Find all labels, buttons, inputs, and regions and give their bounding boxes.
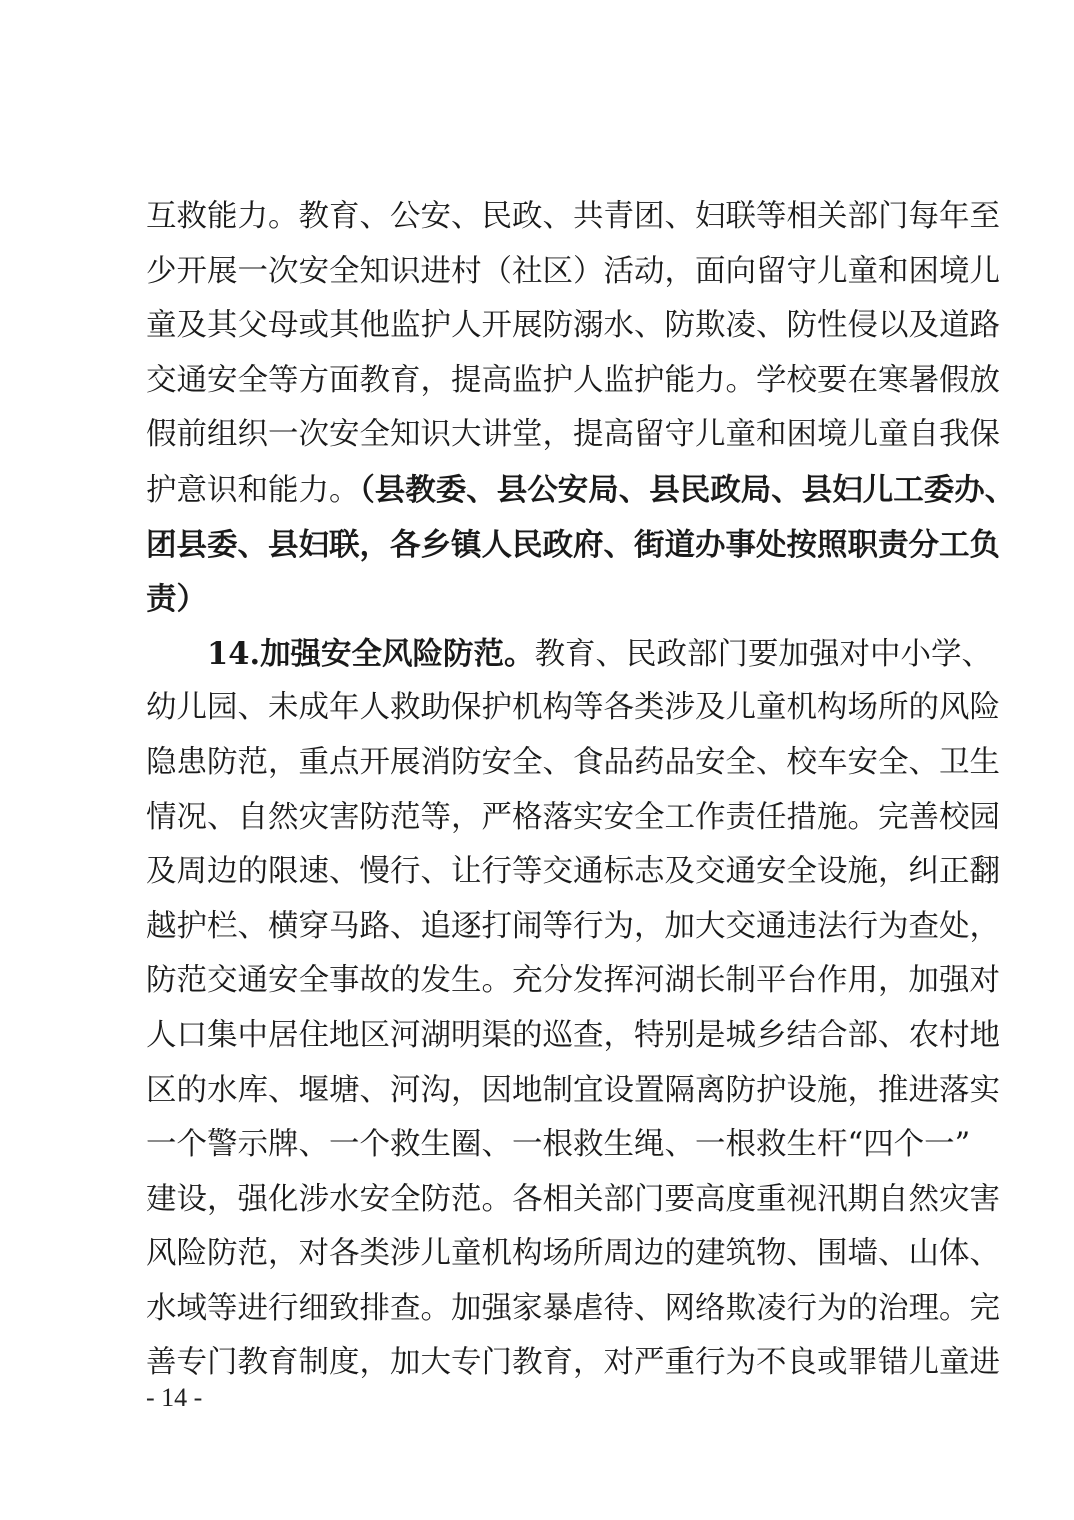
text-line: 善专门教育制度，加大专门教育，对严重行为不良或罪错儿童进 bbox=[146, 1345, 1000, 1381]
text-line: 童及其父母或其他监护人开展防溺水、防欺凌、防性侵以及道路 bbox=[146, 308, 1000, 344]
text-line: 建设，强化涉水安全防范。各相关部门要高度重视汛期自然灾害 bbox=[146, 1181, 1000, 1217]
text-line: 一个警示牌、一个救生圈、一根救生绳、一根救生杆“四个一” bbox=[146, 1127, 971, 1163]
responsible-units: 责） bbox=[146, 581, 207, 618]
text-line: 幼儿园、未成年人救助保护机构等各类涉及儿童机构场所的风险 bbox=[146, 690, 1000, 726]
text-line: 隐患防范，重点开展消防安全、食品药品安全、校车安全、卫生 bbox=[146, 744, 1000, 780]
text-line: 交通安全等方面教育，提高监护人监护能力。学校要在寒暑假放 bbox=[146, 362, 1000, 398]
text-line: 越护栏、横穿马路、追逐打闹等行为，加大交通违法行为查处， bbox=[146, 908, 1000, 944]
text-line bbox=[146, 463, 1016, 518]
body-text bbox=[146, 190, 1016, 1391]
text-run: 护意识和能力。 bbox=[146, 472, 360, 508]
text-run: 教育、民政部门要加强对中小学、 bbox=[534, 636, 993, 672]
section-heading-line bbox=[146, 627, 993, 682]
section-number: 14. bbox=[207, 635, 261, 672]
text-line: 水域等进行细致排查。加强家暴虐待、网络欺凌行为的治理。完 bbox=[146, 1290, 1000, 1326]
text-line: 风险防范，对各类涉儿童机构场所周边的建筑物、围墙、山体、 bbox=[146, 1236, 1000, 1272]
text-line: 少开展一次安全知识进村（社区）活动，面向留守儿童和困境儿 bbox=[146, 253, 1000, 289]
text-line: 防范交通安全事故的发生。充分发挥河湖长制平台作用，加强对 bbox=[146, 963, 1000, 999]
page-number: - 14 - bbox=[146, 1383, 203, 1412]
text-line: 人口集中居住地区河湖明渠的巡查，特别是城乡结合部、农村地 bbox=[146, 1017, 1000, 1053]
text-line: 区的水库、堰塘、河沟，因地制宜设置隔离防护设施，推进落实 bbox=[146, 1072, 1000, 1108]
text-line bbox=[146, 572, 946, 627]
section-title: 加强安全风险防范。 bbox=[260, 635, 535, 672]
text-line: 假前组织一次安全知识大讲堂，提高留守儿童和困境儿童自我保 bbox=[146, 417, 1000, 453]
text-line bbox=[146, 518, 1000, 573]
text-line: 互救能力。教育、公安、民政、共青团、妇联等相关部门每年至 bbox=[146, 199, 1000, 234]
text-line: 及周边的限速、慢行、让行等交通标志及交通安全设施，纠正翻 bbox=[146, 854, 1000, 890]
text-line: 情况、自然灾害防范等，严格落实安全工作责任措施。完善校园 bbox=[146, 799, 1000, 835]
responsible-units: 团县委、县妇联，各乡镇人民政府、街道办事处按照职责分工负 bbox=[146, 526, 1000, 563]
responsible-units: （县教委、县公安局、县民政局、县妇儿工委办、 bbox=[359, 471, 1016, 508]
